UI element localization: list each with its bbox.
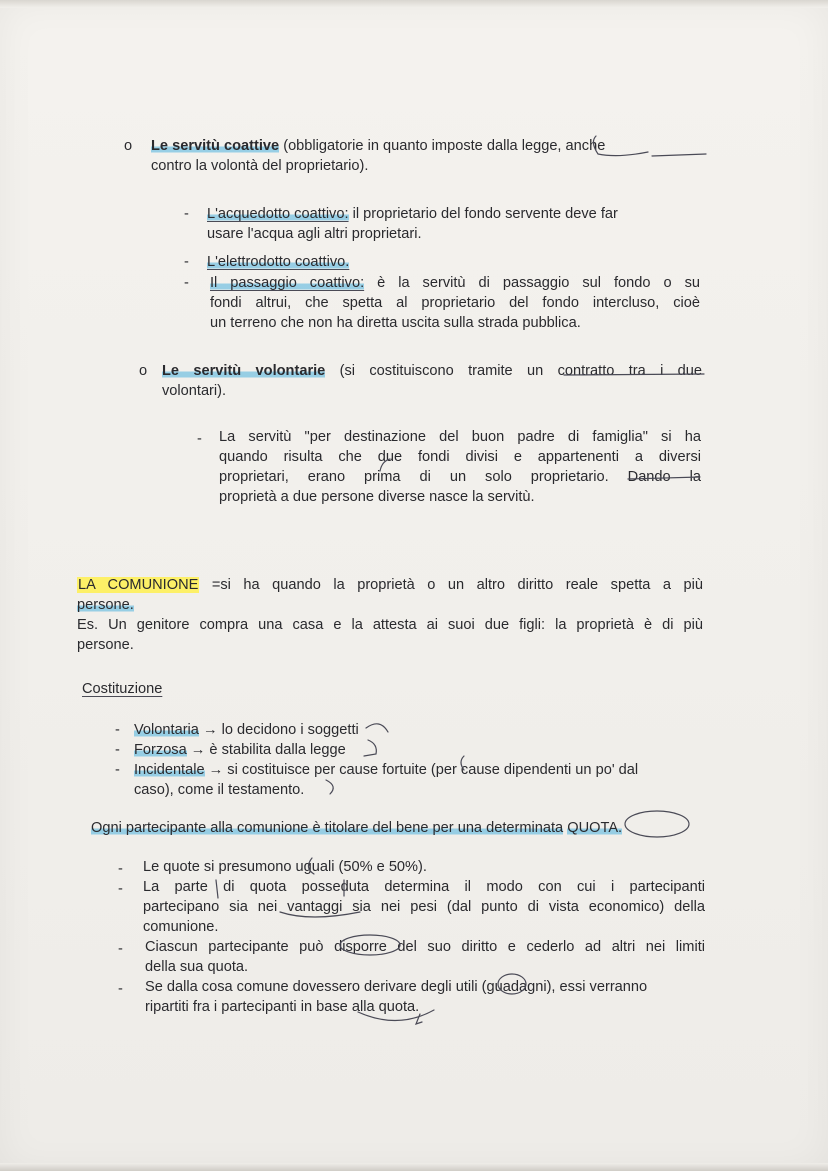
quota-item-disporre bbox=[145, 937, 705, 977]
incidentale-label: Incidentale bbox=[134, 762, 205, 778]
coattive-title: Le servitù coattive bbox=[151, 138, 280, 154]
quota-item3-line1: Ciascun partecipante può disporre del suo diritto e cederlo ad altri nei limiti bbox=[145, 939, 705, 955]
passaggio-line1: è la servitù di passaggio sul fondo o su bbox=[364, 275, 700, 291]
quota-item-utili bbox=[145, 977, 707, 1017]
bullet-circle: o bbox=[139, 363, 148, 379]
dash-marker: - bbox=[197, 431, 202, 447]
bracket-soggetti bbox=[366, 724, 388, 732]
costituzione-item-volontaria bbox=[134, 720, 359, 740]
quota-intro-text: Ogni partecipante alla comunione è titolare del bene per una determinata bbox=[91, 820, 564, 836]
comunione-example-line1: Es. Un genitore compra una casa e la attesta ai suoi due figli: la proprietà è di più bbox=[77, 617, 703, 633]
volontarie-item-buon-padre bbox=[219, 427, 701, 507]
quota-item2-line3: comunione. bbox=[143, 919, 219, 935]
buon-padre-line4: proprietà a due persone diverse nasce la servitù. bbox=[219, 489, 535, 505]
arrow-right-icon: → bbox=[190, 742, 206, 758]
page-bottom-edge bbox=[0, 1163, 828, 1171]
coattive-item-acquedotto bbox=[207, 204, 707, 244]
quota-item4-line2: ripartiti fra i partecipanti in base alla quota. bbox=[145, 999, 420, 1015]
volontarie-text-line2: volontari). bbox=[162, 383, 227, 399]
volontarie-text-line1: (si costituiscono tramite un contratto tra i due bbox=[325, 363, 702, 379]
dash-marker: - bbox=[118, 881, 123, 897]
dash-marker: - bbox=[184, 254, 189, 270]
volontarie-title: Le servitù volontarie bbox=[162, 363, 326, 379]
section-volontarie bbox=[162, 361, 702, 401]
forzosa-text: è stabilita dalla legge bbox=[205, 742, 346, 758]
quota-item3-line2: della sua quota. bbox=[145, 959, 249, 975]
dash-marker: - bbox=[118, 941, 123, 957]
passaggio-line3: un terreno che non ha diretta uscita sulla strada pubblica. bbox=[210, 315, 581, 331]
quota-item2-line2: partecipano sia nei vantaggi sia nei pesi (dal punto di vista economico) della bbox=[143, 899, 705, 915]
coattive-text-line1: (obbligatorie in quanto imposte dalla legge, anche bbox=[279, 138, 606, 154]
passaggio-line2: fondi altrui, che spetta al proprietario del fondo intercluso, cioè bbox=[210, 295, 700, 311]
coattive-item-passaggio bbox=[210, 273, 700, 333]
bracket-legge bbox=[364, 740, 376, 756]
arrow-right-icon: → bbox=[208, 762, 224, 778]
quota-word: QUOTA. bbox=[567, 820, 623, 836]
section-comunione bbox=[77, 575, 703, 655]
quota-item2-line1: La parte di quota posseduta determina il modo con cui i partecipanti bbox=[143, 879, 705, 895]
arrow-right-icon: → bbox=[202, 722, 218, 738]
coattive-text-line2: contro la volontà del proprietario). bbox=[151, 158, 369, 174]
acquedotto-line2: usare l'acqua agli altri proprietari. bbox=[207, 226, 422, 242]
forzosa-label: Forzosa bbox=[134, 742, 187, 758]
costituzione-item-incidentale bbox=[134, 760, 709, 800]
buon-padre-line3: proprietari, erano prima di un solo proprietario. Dando la bbox=[219, 469, 701, 485]
volontaria-text: lo decidono i soggetti bbox=[217, 722, 359, 738]
comunione-def-line1: =si ha quando la proprietà o un altro diritto reale spetta a più bbox=[199, 577, 704, 593]
page-top-edge bbox=[0, 0, 828, 8]
comunione-title: LA COMUNIONE bbox=[78, 577, 199, 593]
passaggio-head: Il passaggio coattivo: bbox=[210, 275, 365, 291]
dash-marker: - bbox=[115, 762, 120, 778]
costituzione-item-forzosa bbox=[134, 740, 346, 760]
elettrodotto-head: L'elettrodotto coattivo. bbox=[207, 254, 350, 270]
comunione-example-line2: persone. bbox=[77, 637, 134, 653]
acquedotto-line1: il proprietario del fondo servente deve far bbox=[348, 206, 618, 222]
quota-item4-line1: Se dalla cosa comune dovessero derivare degli utili (guadagni), essi verranno bbox=[145, 979, 648, 995]
dash-marker: - bbox=[118, 981, 123, 997]
dash-marker: - bbox=[115, 742, 120, 758]
buon-padre-line2: quando risulta che due fondi divisi e appartenenti a diversi bbox=[219, 449, 701, 465]
buon-padre-line1: La servitù "per destinazione del buon padre di famiglia" si ha bbox=[219, 429, 701, 445]
dash-marker: - bbox=[118, 861, 123, 877]
coattive-item-elettrodotto bbox=[207, 252, 349, 272]
incidentale-text: si costituisce per cause fortuite (per cause dipendenti un po' dal bbox=[223, 762, 639, 778]
dash-marker: - bbox=[115, 722, 120, 738]
quota-item-parte bbox=[143, 877, 705, 937]
quota-item1-line1: Le quote si presumono uguali (50% e 50%). bbox=[143, 859, 427, 875]
quota-item-presunzione bbox=[143, 857, 703, 877]
costituzione-heading bbox=[82, 679, 162, 699]
quota-intro bbox=[91, 818, 711, 838]
costituzione-heading-text: Costituzione bbox=[82, 681, 163, 697]
section-coattive bbox=[151, 136, 711, 176]
volontaria-label: Volontaria bbox=[134, 722, 199, 738]
dash-marker: - bbox=[184, 275, 189, 291]
comunione-def-line2: persone. bbox=[77, 597, 134, 613]
dash-marker: - bbox=[184, 206, 189, 222]
bullet-circle: o bbox=[124, 138, 133, 154]
acquedotto-head: L'acquedotto coattivo: bbox=[207, 206, 349, 222]
incidentale-line2: caso), come il testamento. bbox=[134, 782, 305, 798]
